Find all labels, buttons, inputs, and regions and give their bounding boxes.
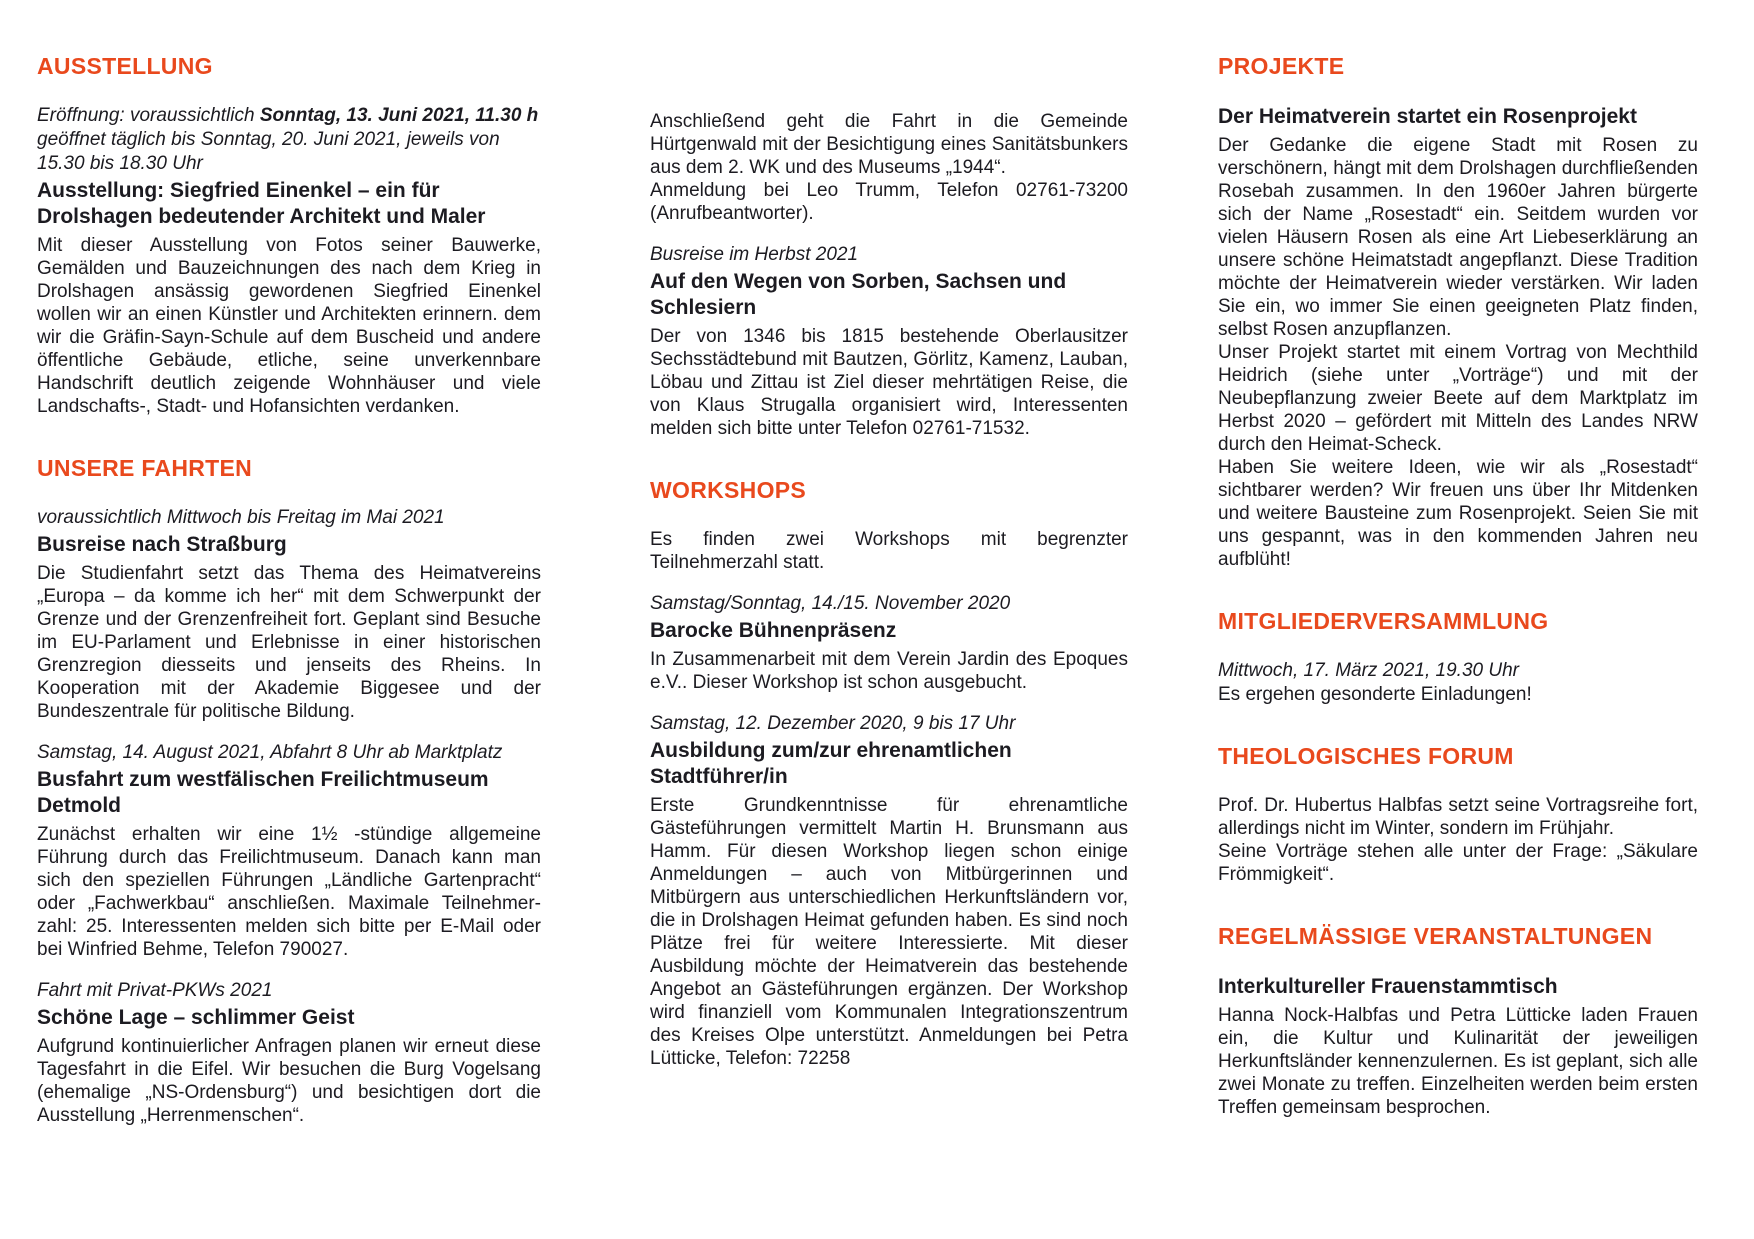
rosenprojekt-title: Der Heimatverein startet ein Rosenprojekt <box>1218 105 1637 128</box>
workshop1-title: Barocke Bühnenpräsenz <box>650 619 897 642</box>
fahrt3-title: Schöne Lage – schlimmer Geist <box>37 1006 355 1029</box>
frauenstammtisch-body: Hanna Nock-Halbfas und Petra Lütticke laden Frauen ein, die Kultur und Kulinarität der jeweiligen Herkunftsländer kennenzulernen. Es ist geplant, sich alle zwei Monate zu treffen. Einzelheiten werden beim ersten Treffen gemeinsam besprochen. <box>1218 1005 1698 1118</box>
workshops-intro: Es finden zwei Workshops mit begrenzter Teilnehmerzahl statt. <box>650 529 1128 573</box>
ausstellung-date-emphasis: Sonntag, 13. Juni 2021, 11.30 h <box>259 105 539 126</box>
herbstreise-title: Auf den Wegen von Sorben, Sachsen und Schlesiern <box>650 270 1067 319</box>
section-heading-mitgliederversammlung: MITGLIEDERVERSAMMLUNG <box>1218 608 1549 634</box>
fahrt3-body: Aufgrund kontinuierlicher Anfragen planen wir erneut diese Tagesfahrt in die Eifel. Wir besuchen die Burg Vogelsang (ehemalige „NS-Ordensburg“) und besichtigen dort die Ausstellung „Herrenmenschen“. <box>37 1036 541 1126</box>
fahrt1-body: Die Studienfahrt setzt das Thema des Heimatvereins „Europa – da komme ich her“ mit dem Schwerpunkt der Grenze und der Grenzenfreiheit fort. Geplant sind Besuche im EU-Parlament und Erlebnisse in einer historischen Grenzregion diesseits und jenseits des Rheins. In Kooperation mit der Akademie Biggesee und der Bundeszentrale für politische Bildung. <box>37 563 541 722</box>
mitgliederversammlung-date: Mittwoch, 17. März 2021, 19.30 Uhr <box>1218 660 1519 681</box>
ausstellung-body: Mit dieser Ausstellung von Fotos seiner Bauwerke, Gemälden und Bauzeichnungen des nach dem Krieg in Drolshagen ansässig gewordenen Siegfried Einenkel wollen wir an einen Künstler und Architekten erinnern. dem wir die Gräfin-Sayn-Schule auf dem Buscheid und andere öffentliche Gebäude, etliche, seine unverkennbare Handschrift deutlich zeigende Wohnhäuser und viele Landschafts-, Stadt- und Hofansichten verdanken. <box>37 235 541 417</box>
section-heading-projekte: PROJEKTE <box>1218 53 1345 79</box>
column-right <box>1218 0 1698 1119</box>
section-heading-unsere-fahrten: UNSERE FAHRTEN <box>37 455 253 481</box>
fahrt2-date: Samstag, 14. August 2021, Abfahrt 8 Uhr ab Marktplatz <box>37 742 503 763</box>
workshop2-body: Erste Grundkenntnisse für ehrenamtliche Gästeführungen vermittelt Martin H. Brunsmann aus Hamm. Für diesen Workshop liegen schon einige Anmeldungen – auch von Mitbürgerinnen und Mitbürgern aus unterschiedlichen Herkunftsländern vor, die in Drolshagen Heimat gefunden haben. Es sind noch Plätze frei für weitere Interessierte. Mit dieser Ausbildung möchte der Heimatverein das bestehende Angebot an Gästeführungen ergänzen. Der Workshop wird finanziell vom Kommunalen Integrationszentrum des Kreises Olpe unterstützt. Anmeldungen bei Petra Lütticke, Telefon: 72258 <box>650 795 1128 1069</box>
fahrt-fortsetzung-anmeldung: Anmeldung bei Leo Trumm, Telefon 02761-73200 (Anrufbeantworter). <box>650 180 1128 224</box>
theologisches-forum-body-1: Prof. Dr. Hubertus Halbfas setzt seine Vortragsreihe fort, allerdings nicht im Winter, sondern im Frühjahr. <box>1218 795 1698 839</box>
column-left <box>37 0 541 1127</box>
herbstreise-body: Der von 1346 bis 1815 bestehende Oberlausitzer Sechsstädtebund mit Bautzen, Görlitz, Kamenz, Lauban, Löbau und Zittau ist Ziel dieser mehrtätigen Reise, die von Klaus Strugalla organisiert wird, Interessenten melden sich bitte unter Telefon 02761-71532. <box>650 326 1128 439</box>
column-middle <box>650 0 1128 1070</box>
section-heading-ausstellung: AUSSTELLUNG <box>37 53 213 79</box>
section-heading-regelmaessige-veranstaltungen: REGELMÄSSIGE VERANSTALTUNGEN <box>1218 923 1653 949</box>
workshop2-date: Samstag, 12. Dezember 2020, 9 bis 17 Uhr <box>650 713 1016 734</box>
section-heading-workshops: WORKSHOPS <box>650 477 807 503</box>
frauenstammtisch-title: Interkultureller Frauenstammtisch <box>1218 975 1558 998</box>
workshop2-title: Ausbildung zum/zur ehrenamtlichen Stadtführer/in <box>650 739 1012 788</box>
fahrt1-title: Busreise nach Straßburg <box>37 533 287 556</box>
section-heading-theologisches-forum: THEOLOGISCHES FORUM <box>1218 743 1514 769</box>
fahrt3-date: Fahrt mit Privat-PKWs 2021 <box>37 980 273 1001</box>
ausstellung-date-line <box>37 104 541 176</box>
ausstellung-date-suffix: geöffnet täglich bis Sonntag, 20. Juni 2021, jeweils von 15.30 bis 18.30 Uhr <box>37 129 500 174</box>
fahrt2-body: Zunächst erhalten wir eine 1½ -stündige allgemeine Führung durch das Freilichtmuseum. Danach kann man sich den speziellen Führungen „Ländliche Gartenpracht“ oder „Fachwerkbau“ anschließen. Maximale Teilnehmer-zahl: 25. Interessenten melden sich bitte per E-Mail oder bei Winfried Behme, Telefon 790027. <box>37 824 541 960</box>
theologisches-forum-body-2: Seine Vorträge stehen alle unter der Frage: „Säkulare Frömmigkeit“. <box>1218 841 1698 885</box>
rosenprojekt-body-1: Der Gedanke die eigene Stadt mit Rosen zu verschönern, hängt mit dem Drolshagen durchfließenden Rosebah zusammen. In den 1960er Jahren bürgerte sich der Name „Rosestadt“ ein. Seitdem wurden vor vielen Häusern Rosen als eine Art Liebeserklärung an unsere schöne Heimatstadt angepflanzt. Diese Tradition möchte der Heimatverein wieder verstärken. Wir laden Sie ein, wo immer Sie einen geeigneten Platz finden, selbst Rosen anzupflanzen. <box>1218 135 1698 340</box>
ausstellung-date-prefix: Eröffnung: voraussichtlich <box>37 105 260 126</box>
rosenprojekt-body-2: Unser Projekt startet mit einem Vortrag von Mechthild Heidrich (siehe unter „Vorträge“) und mit der Neubepflanzung zweier Beete auf dem Marktplatz im Herbst 2020 – gefördert mit Mitteln des Landes NRW durch den Heimat-Scheck. <box>1218 342 1698 455</box>
herbstreise-date: Busreise im Herbst 2021 <box>650 244 859 265</box>
fahrt-fortsetzung-body: Anschließend geht die Fahrt in die Gemeinde Hürtgenwald mit der Besichtigung eines Sanitätsbunkers aus dem 2. WK und des Museums „1944“. <box>650 111 1128 178</box>
fahrt2-title: Busfahrt zum westfälischen Freilichtmuseum Detmold <box>37 768 489 817</box>
rosenprojekt-body-3: Haben Sie weitere Ideen, wie wir als „Rosestadt“ sichtbarer werden? Wir freuen uns über Ihr Mitdenken und weitere Bausteine zum Rosenprojekt. Seien Sie mit uns gespannt, was in den kommenden Jahren neu aufblüht! <box>1218 457 1698 570</box>
workshop1-body: In Zusammenarbeit mit dem Verein Jardin des Epoques e.V.. Dieser Workshop ist schon ausgebucht. <box>650 649 1128 693</box>
ausstellung-title: Ausstellung: Siegfried Einenkel – ein für Drolshagen bedeutender Architekt und Maler <box>37 179 486 228</box>
workshop1-date: Samstag/Sonntag, 14./15. November 2020 <box>650 593 1011 614</box>
mitgliederversammlung-body: Es ergehen gesonderte Einladungen! <box>1218 684 1532 705</box>
fahrt1-date: voraussichtlich Mittwoch bis Freitag im Mai 2021 <box>37 507 445 528</box>
